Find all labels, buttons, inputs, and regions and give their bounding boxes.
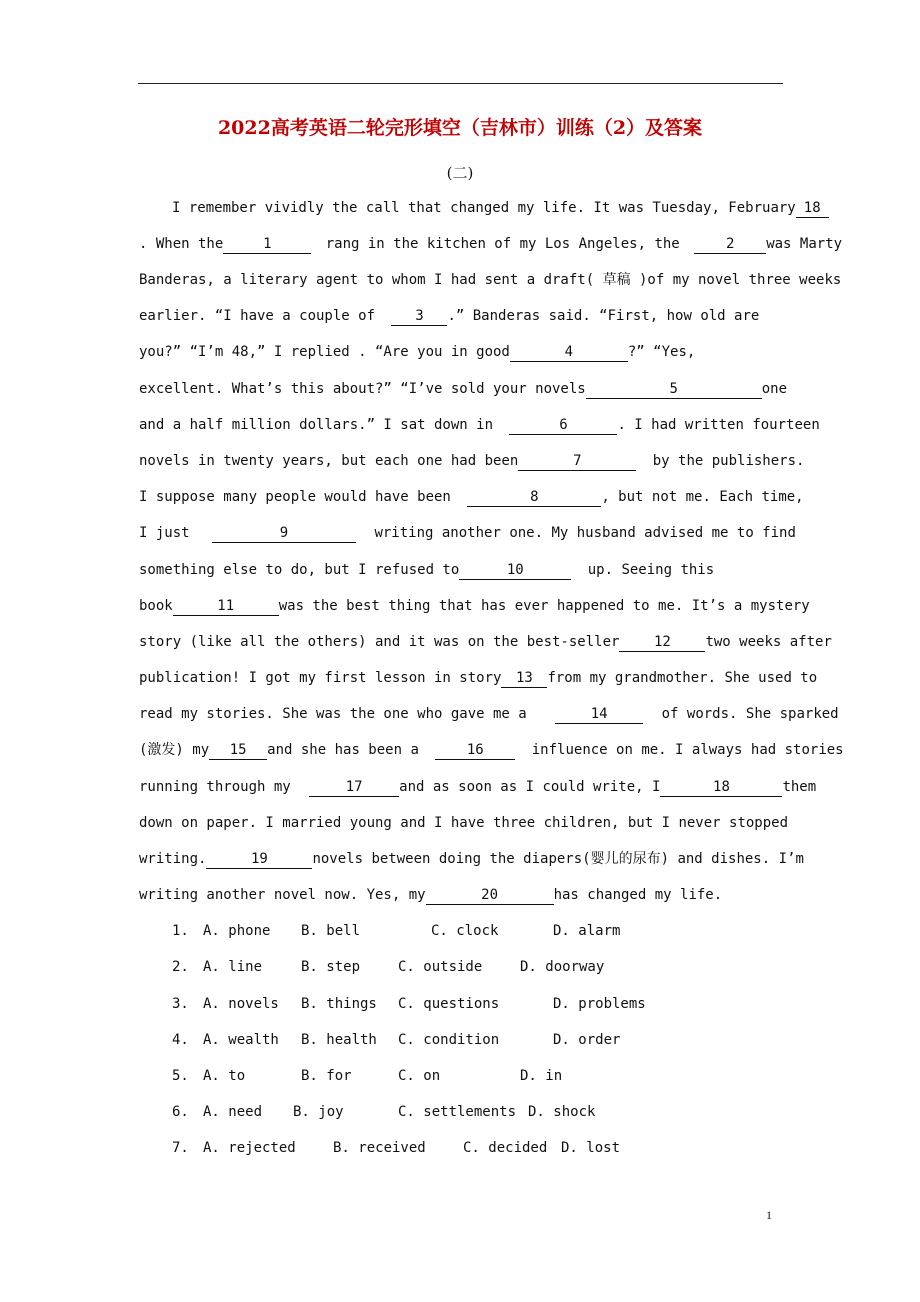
blank: 15 xyxy=(209,742,267,760)
passage-text: by the publishers. xyxy=(652,453,805,469)
blank: 18 xyxy=(796,200,829,218)
passage-text: up. Seeing this xyxy=(587,562,715,578)
blank: 4 xyxy=(510,344,628,362)
option-b: B. things xyxy=(301,996,377,1012)
blank: 8 xyxy=(467,489,601,507)
page-number: 1 xyxy=(766,1208,772,1222)
document-title: 2022高考英语二轮完形填空（吉林市）训练（2）及答案 xyxy=(217,117,703,139)
passage-text: rang in the kitchen of my Los Angeles, the xyxy=(325,236,680,252)
passage-text: Banderas, a literary agent to whom I had sent a draft( 草稿 )of my novel three weeks xyxy=(139,272,842,288)
question-number: 1. xyxy=(172,923,189,939)
passage-text: publication! I got my first lesson in story xyxy=(139,670,502,686)
option-c: C. clock xyxy=(431,923,499,939)
blank: 9 xyxy=(212,525,356,543)
passage-text: writing. xyxy=(139,851,207,867)
blank: 17 xyxy=(309,779,399,797)
question-number: 6. xyxy=(172,1104,189,1120)
question-number: 7. xyxy=(172,1140,189,1156)
passage-text: influence on me. I always had stories xyxy=(531,742,844,758)
blank: 3 xyxy=(391,308,447,326)
passage-line xyxy=(139,885,722,905)
option-d: D. alarm xyxy=(553,923,621,939)
question-number: 3. xyxy=(172,996,189,1012)
passage-line xyxy=(139,668,817,688)
passage-text: from my grandmother. She used to xyxy=(547,670,818,686)
passage-text: and as soon as I could write, I xyxy=(399,779,661,795)
passage-line xyxy=(139,379,787,399)
passage-text: I just xyxy=(139,525,190,541)
blank: 10 xyxy=(459,562,571,580)
passage-text: was the best thing that has ever happened to me. It’s a mystery xyxy=(278,598,810,614)
passage-line xyxy=(139,306,759,326)
passage-text: I remember vividly the call that changed my life. It was Tuesday, February xyxy=(172,200,796,216)
option-b: B. received xyxy=(333,1140,426,1156)
passage-line xyxy=(139,415,820,435)
passage-text: excellent. What’s this about?” “I’ve sold your novels xyxy=(139,381,586,397)
passage-text: novels in twenty years, but each one had been xyxy=(139,453,519,469)
header-rule xyxy=(138,83,783,84)
passage-text: has changed my life. xyxy=(553,887,723,903)
passage-line xyxy=(139,451,804,471)
passage-text: was Marty xyxy=(766,236,843,252)
passage-text: earlier. “I have a couple of xyxy=(139,308,376,324)
passage-line xyxy=(139,523,796,543)
passage-text: . When the xyxy=(139,236,224,252)
passage-text: and she has been a xyxy=(267,742,419,758)
blank: 5 xyxy=(586,381,762,399)
passage-line xyxy=(139,234,842,254)
passage-line xyxy=(139,740,844,760)
option-b: B. health xyxy=(301,1032,377,1048)
passage-text: you?” “I’m 48,” I replied . “Are you in good xyxy=(139,344,510,360)
option-d: D. in xyxy=(520,1068,563,1084)
blank: 1 xyxy=(223,236,311,254)
passage-text: something else to do, but I refused to xyxy=(139,562,460,578)
passage-line xyxy=(139,487,804,507)
blank: 12 xyxy=(619,634,705,652)
blank: 7 xyxy=(518,453,636,471)
passage-line xyxy=(139,270,841,290)
option-a: A. need xyxy=(203,1104,263,1120)
option-d: D. lost xyxy=(561,1140,621,1156)
option-c: C. questions xyxy=(398,996,500,1012)
passage-text: two weeks after xyxy=(705,634,832,650)
option-b: B. joy xyxy=(293,1104,344,1120)
blank: 2 xyxy=(694,236,766,254)
option-a: A. phone xyxy=(203,923,271,939)
option-d: D. problems xyxy=(553,996,646,1012)
passage-text: read my stories. She was the one who gave me a xyxy=(139,706,527,722)
option-b: B. bell xyxy=(301,923,361,939)
option-c: C. outside xyxy=(398,959,483,975)
passage-text: running through my xyxy=(139,779,291,795)
option-a: A. novels xyxy=(203,996,279,1012)
option-c: C. condition xyxy=(398,1032,500,1048)
passage-line xyxy=(139,342,695,362)
question-number: 5. xyxy=(172,1068,189,1084)
passage-text: them xyxy=(782,779,817,795)
passage-text: story (like all the others) and it was on the best-seller xyxy=(139,634,620,650)
passage-line xyxy=(139,704,839,724)
passage-text: one xyxy=(761,381,788,397)
blank: 19 xyxy=(206,851,312,869)
passage-text: , but not me. Each time, xyxy=(601,489,804,505)
passage-text: book xyxy=(139,598,173,614)
passage-text: I suppose many people would have been xyxy=(139,489,451,505)
passage-text: .” Banderas said. “First, how old are xyxy=(447,308,760,324)
passage-text: (激发) my xyxy=(139,742,210,758)
passage-text: of words. She sparked xyxy=(661,706,839,722)
blank: 6 xyxy=(509,417,617,435)
option-c: C. settlements xyxy=(398,1104,517,1120)
passage-line xyxy=(139,560,714,580)
question-number: 4. xyxy=(172,1032,189,1048)
passage-text: down on paper. I married young and I have three children, but I never stopped xyxy=(139,815,789,831)
passage-text: ?” “Yes, xyxy=(627,344,696,360)
blank: 16 xyxy=(435,742,515,760)
option-c: C. on xyxy=(398,1068,441,1084)
passage-text: novels between doing the diapers(婴儿的尿布) and dishes. I’m xyxy=(312,851,804,867)
option-a: A. line xyxy=(203,959,263,975)
option-a: A. to xyxy=(203,1068,246,1084)
blank: 20 xyxy=(426,887,554,905)
passage-line xyxy=(139,632,832,652)
blank: 18 xyxy=(660,779,782,797)
passage-text: . I had written fourteen xyxy=(617,417,820,433)
passage-line xyxy=(139,813,788,833)
passage-line xyxy=(139,849,804,869)
option-b: B. step xyxy=(301,959,361,975)
option-a: A. wealth xyxy=(203,1032,279,1048)
passage-line xyxy=(139,596,810,616)
section-subtitle: (二) xyxy=(446,164,474,182)
passage-line xyxy=(139,777,816,797)
option-d: D. doorway xyxy=(520,959,605,975)
passage-line xyxy=(172,198,829,218)
option-d: D. order xyxy=(553,1032,621,1048)
passage-text: and a half million dollars.” I sat down in xyxy=(139,417,494,433)
blank: 13 xyxy=(501,670,547,688)
option-a: A. rejected xyxy=(203,1140,296,1156)
option-d: D. shock xyxy=(528,1104,596,1120)
question-number: 2. xyxy=(172,959,189,975)
passage-text: writing another one. My husband advised me to find xyxy=(374,525,796,541)
option-c: C. decided xyxy=(463,1140,548,1156)
option-b: B. for xyxy=(301,1068,352,1084)
blank: 11 xyxy=(173,598,279,616)
passage-text: writing another novel now. Yes, my xyxy=(139,887,426,903)
blank: 14 xyxy=(555,706,643,724)
